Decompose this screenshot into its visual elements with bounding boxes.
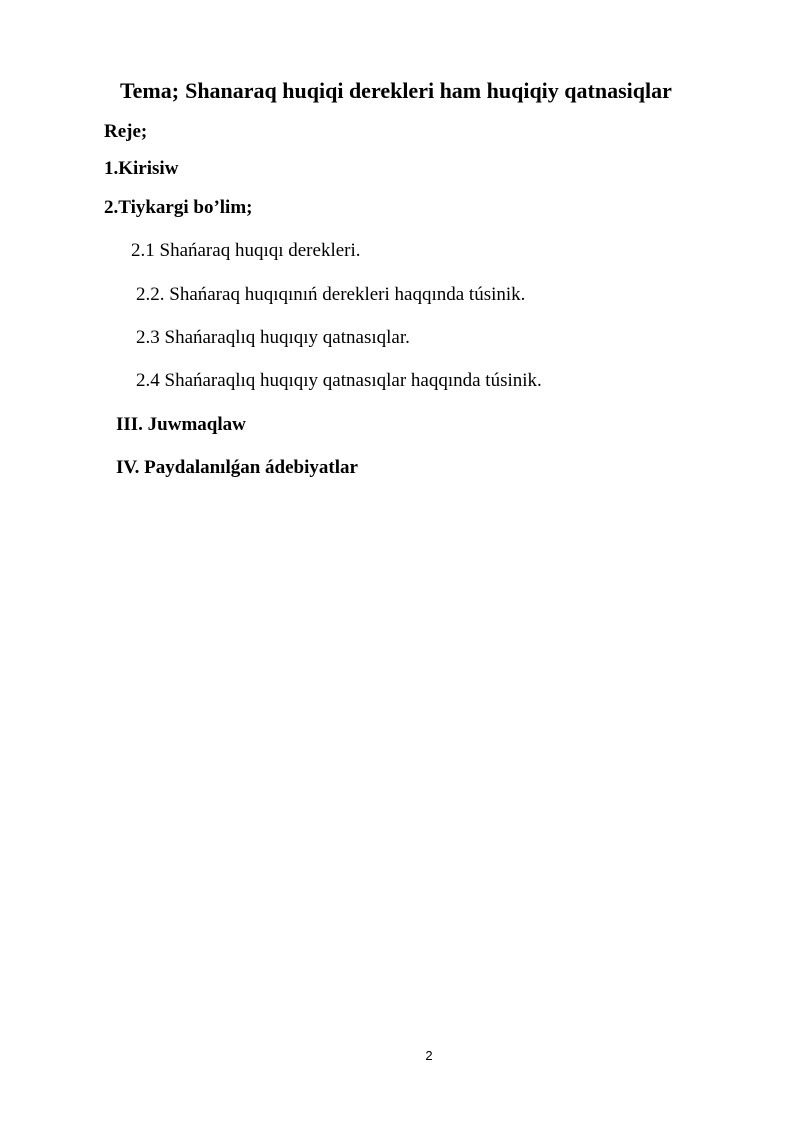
subsection-2-3: 2.3 Shańaraqlıq huqıqıy qatnasıqlar. [136, 327, 410, 348]
section-introduction: 1.Kirisiw [104, 158, 179, 179]
title-text: Shanaraq huqiqi derekleri ham huqiqiy qatnasiqlar [185, 78, 672, 103]
plan-label: Reje; [104, 121, 148, 142]
section-main-part: 2.Tiykargi bo’lim; [104, 197, 253, 218]
subsection-2-1: 2.1 Shańaraq huqıqı derekleri. [131, 240, 361, 261]
subsection-2-4: 2.4 Shańaraqlıq huqıqıy qatnasıqlar haqqında túsinik. [136, 370, 542, 391]
page-number: 2 [425, 1048, 433, 1063]
section-references: IV. Paydalanılǵan ádebiyatlar [116, 457, 358, 478]
document-title [120, 80, 672, 102]
subsection-2-2: 2.2. Shańaraq huqıqınıń derekleri haqqında túsinik. [136, 284, 526, 305]
title-prefix: Tema; [120, 78, 180, 103]
section-conclusion: III. Juwmaqlaw [116, 414, 246, 435]
